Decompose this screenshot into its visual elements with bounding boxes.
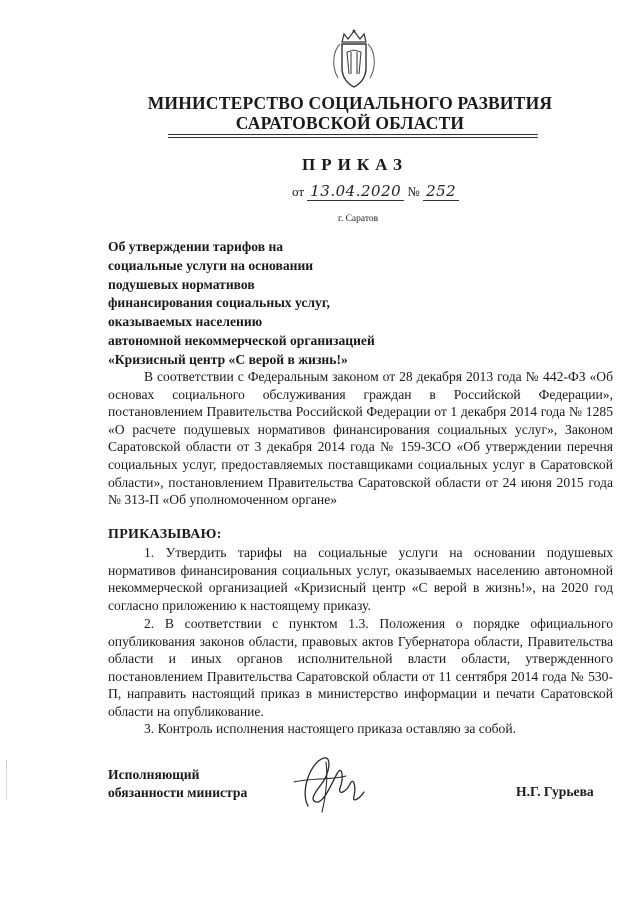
order-title: ПРИКАЗ <box>302 155 408 174</box>
subject-line: оказываемых населению <box>108 314 263 330</box>
ministry-name-line2: САРАТОВСКОЙ ОБЛАСТИ <box>235 113 465 133</box>
signatory-title-line1: Исполняющий <box>108 767 200 782</box>
subject-line: подушевых нормативов <box>108 276 255 292</box>
preamble-paragraph: В соответствии с Федеральным законом от 28 декабря 2013 года № 442-ФЗ «Об основах социального обслуживания граждан в Российской Федерации», постановлением Правительства Российской Федерации от 1 декабря 2014 года № 1285 «О расчете подушевых нормативов финансирования социальных услуг», Законом Саратовской области от 3 декабря 2014 года № 159-ЗСО «Об утверждении перечня социальных услуг, предоставляемых поставщиками социальных услуг в Саратовской области», постановлением Правительства Саратовской области от 24 июня 2015 года № 313-П «Об уполномоченном органе» <box>108 369 613 508</box>
signatory-name: Н.Г. Гурьева <box>516 784 594 799</box>
handwritten-signature <box>280 752 390 816</box>
order-item-2: 2. В соответствии с пунктом 1.3. Положения о порядке официального опубликования законов области, правовых актов Губернатора области, Правительства области и иных органов исполнительной власти области, утвержденного постановлением Правительства Саратовской области от 11 сентября 2014 года № 530-П, направить настоящий приказ в министерство информации и печати Саратовской области на опубликование. <box>108 616 613 719</box>
subject-line: Об утверждении тарифов на <box>108 239 284 254</box>
number-sign: № <box>407 184 420 199</box>
subject-line: автономной некоммерческой организацией <box>108 332 375 348</box>
date-prefix: от <box>292 184 305 199</box>
directive-heading: ПРИКАЗЫВАЮ: <box>108 527 222 542</box>
order-item-1: 1. Утвердить тарифы на социальные услуги на основании подушевых нормативов финансирования социальных услуг, оказываемых населению автономной некоммерческой организацией «Кризисный центр «С верой в жизнь!», на 2020 год согласно приложению к настоящему приказу. <box>108 545 613 613</box>
saratov-coat-of-arms-icon <box>330 28 378 90</box>
header-rule-thin <box>168 137 538 138</box>
subject-line: социальные услуги на основании <box>108 257 314 273</box>
subject-line: финансирования социальных услуг, <box>108 295 330 311</box>
order-city: г. Саратов <box>338 214 379 224</box>
order-subject <box>108 238 438 370</box>
signatory-title-line2: обязанности министра <box>108 785 248 800</box>
margin-mark <box>6 760 11 800</box>
signatory-title <box>108 766 247 802</box>
order-date: 13.04.2020 <box>307 182 404 201</box>
order-dateline <box>292 182 459 201</box>
header-rule-thick <box>168 134 538 135</box>
order-item-3: 3. Контроль исполнения настоящего приказа оставляю за собой. <box>144 721 517 736</box>
ministry-name-line1: МИНИСТЕРСТВО СОЦИАЛЬНОГО РАЗВИТИЯ <box>147 93 553 113</box>
subject-line: «Кризисный центр «С верой в жизнь!» <box>108 351 348 367</box>
order-number: 252 <box>423 182 459 201</box>
